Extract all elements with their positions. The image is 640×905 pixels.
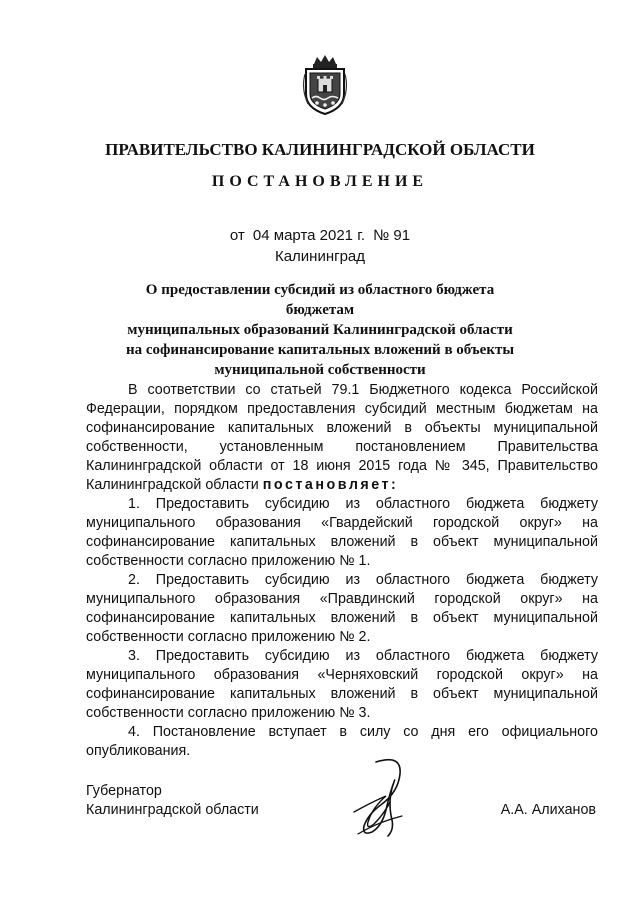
government-title: ПРАВИТЕЛЬСТВО КАЛИНИНГРАДСКОЙ ОБЛАСТИ [105, 140, 535, 159]
document-type: ПОСТАНОВЛЕНИЕ [211, 173, 429, 190]
preamble-paragraph [86, 381, 598, 495]
signatory-position [86, 782, 259, 820]
document-date: 04 марта 2021 г. [252, 227, 365, 244]
subject-line: муниципальных образований Калининградской области [127, 322, 513, 338]
subject-line: на софинансирование капитальных вложений в объекты [125, 342, 515, 358]
document-number: № 91 [373, 227, 411, 244]
preamble-text: В соответствии со статьей 79.1 Бюджетного кодекса Российской Федерации, порядком предоставления субсидий местным бюджетам на софинансирование капитальных вложений в объекты муниципальной собственности, установленным постановлением Правительства Калининградской области от 18 июня 2015 года № 345, Правительство Калининградской области [86, 382, 598, 493]
document-subject [120, 280, 520, 380]
handwritten-signature [342, 752, 422, 844]
document-city: Калининград [274, 248, 366, 265]
subject-line: муниципальной собственности [214, 362, 426, 378]
decree-word: постановляет: [262, 477, 399, 493]
position-line-2: Калининградской области [86, 802, 259, 818]
decree-item-1: 1. Предоставить субсидию из областного бюджета бюджету муниципального образования «Гвардейский городской округ» на софинансирование капитальных вложений в объект муниципальной собственности согласно приложению № 1. [86, 496, 598, 569]
coat-of-arms-icon [300, 54, 350, 116]
decree-item-3: 3. Предоставить субсидию из областного бюджета бюджету муниципального образования «Черняховский городской округ» на софинансирование капитальных вложений в объект муниципальной собственности согласно приложению № 3. [86, 648, 598, 721]
decree-item-4: 4. Постановление вступает в силу со дня его официального опубликования. [86, 724, 598, 759]
position-line-1: Губернатор [86, 783, 162, 799]
decree-item-2: 2. Предоставить субсидию из областного бюджета бюджету муниципального образования «Правдинский городской округ» на софинансирование капитальных вложений в объект муниципальной собственности согласно приложению № 2. [86, 572, 598, 645]
date-line [0, 227, 640, 244]
subject-line: О предоставлении субсидий из областного бюджета бюджетам [145, 282, 495, 318]
document-body [86, 381, 598, 761]
date-prefix: от [229, 227, 245, 244]
signatory-name: А.А. Алиханов [500, 802, 596, 818]
